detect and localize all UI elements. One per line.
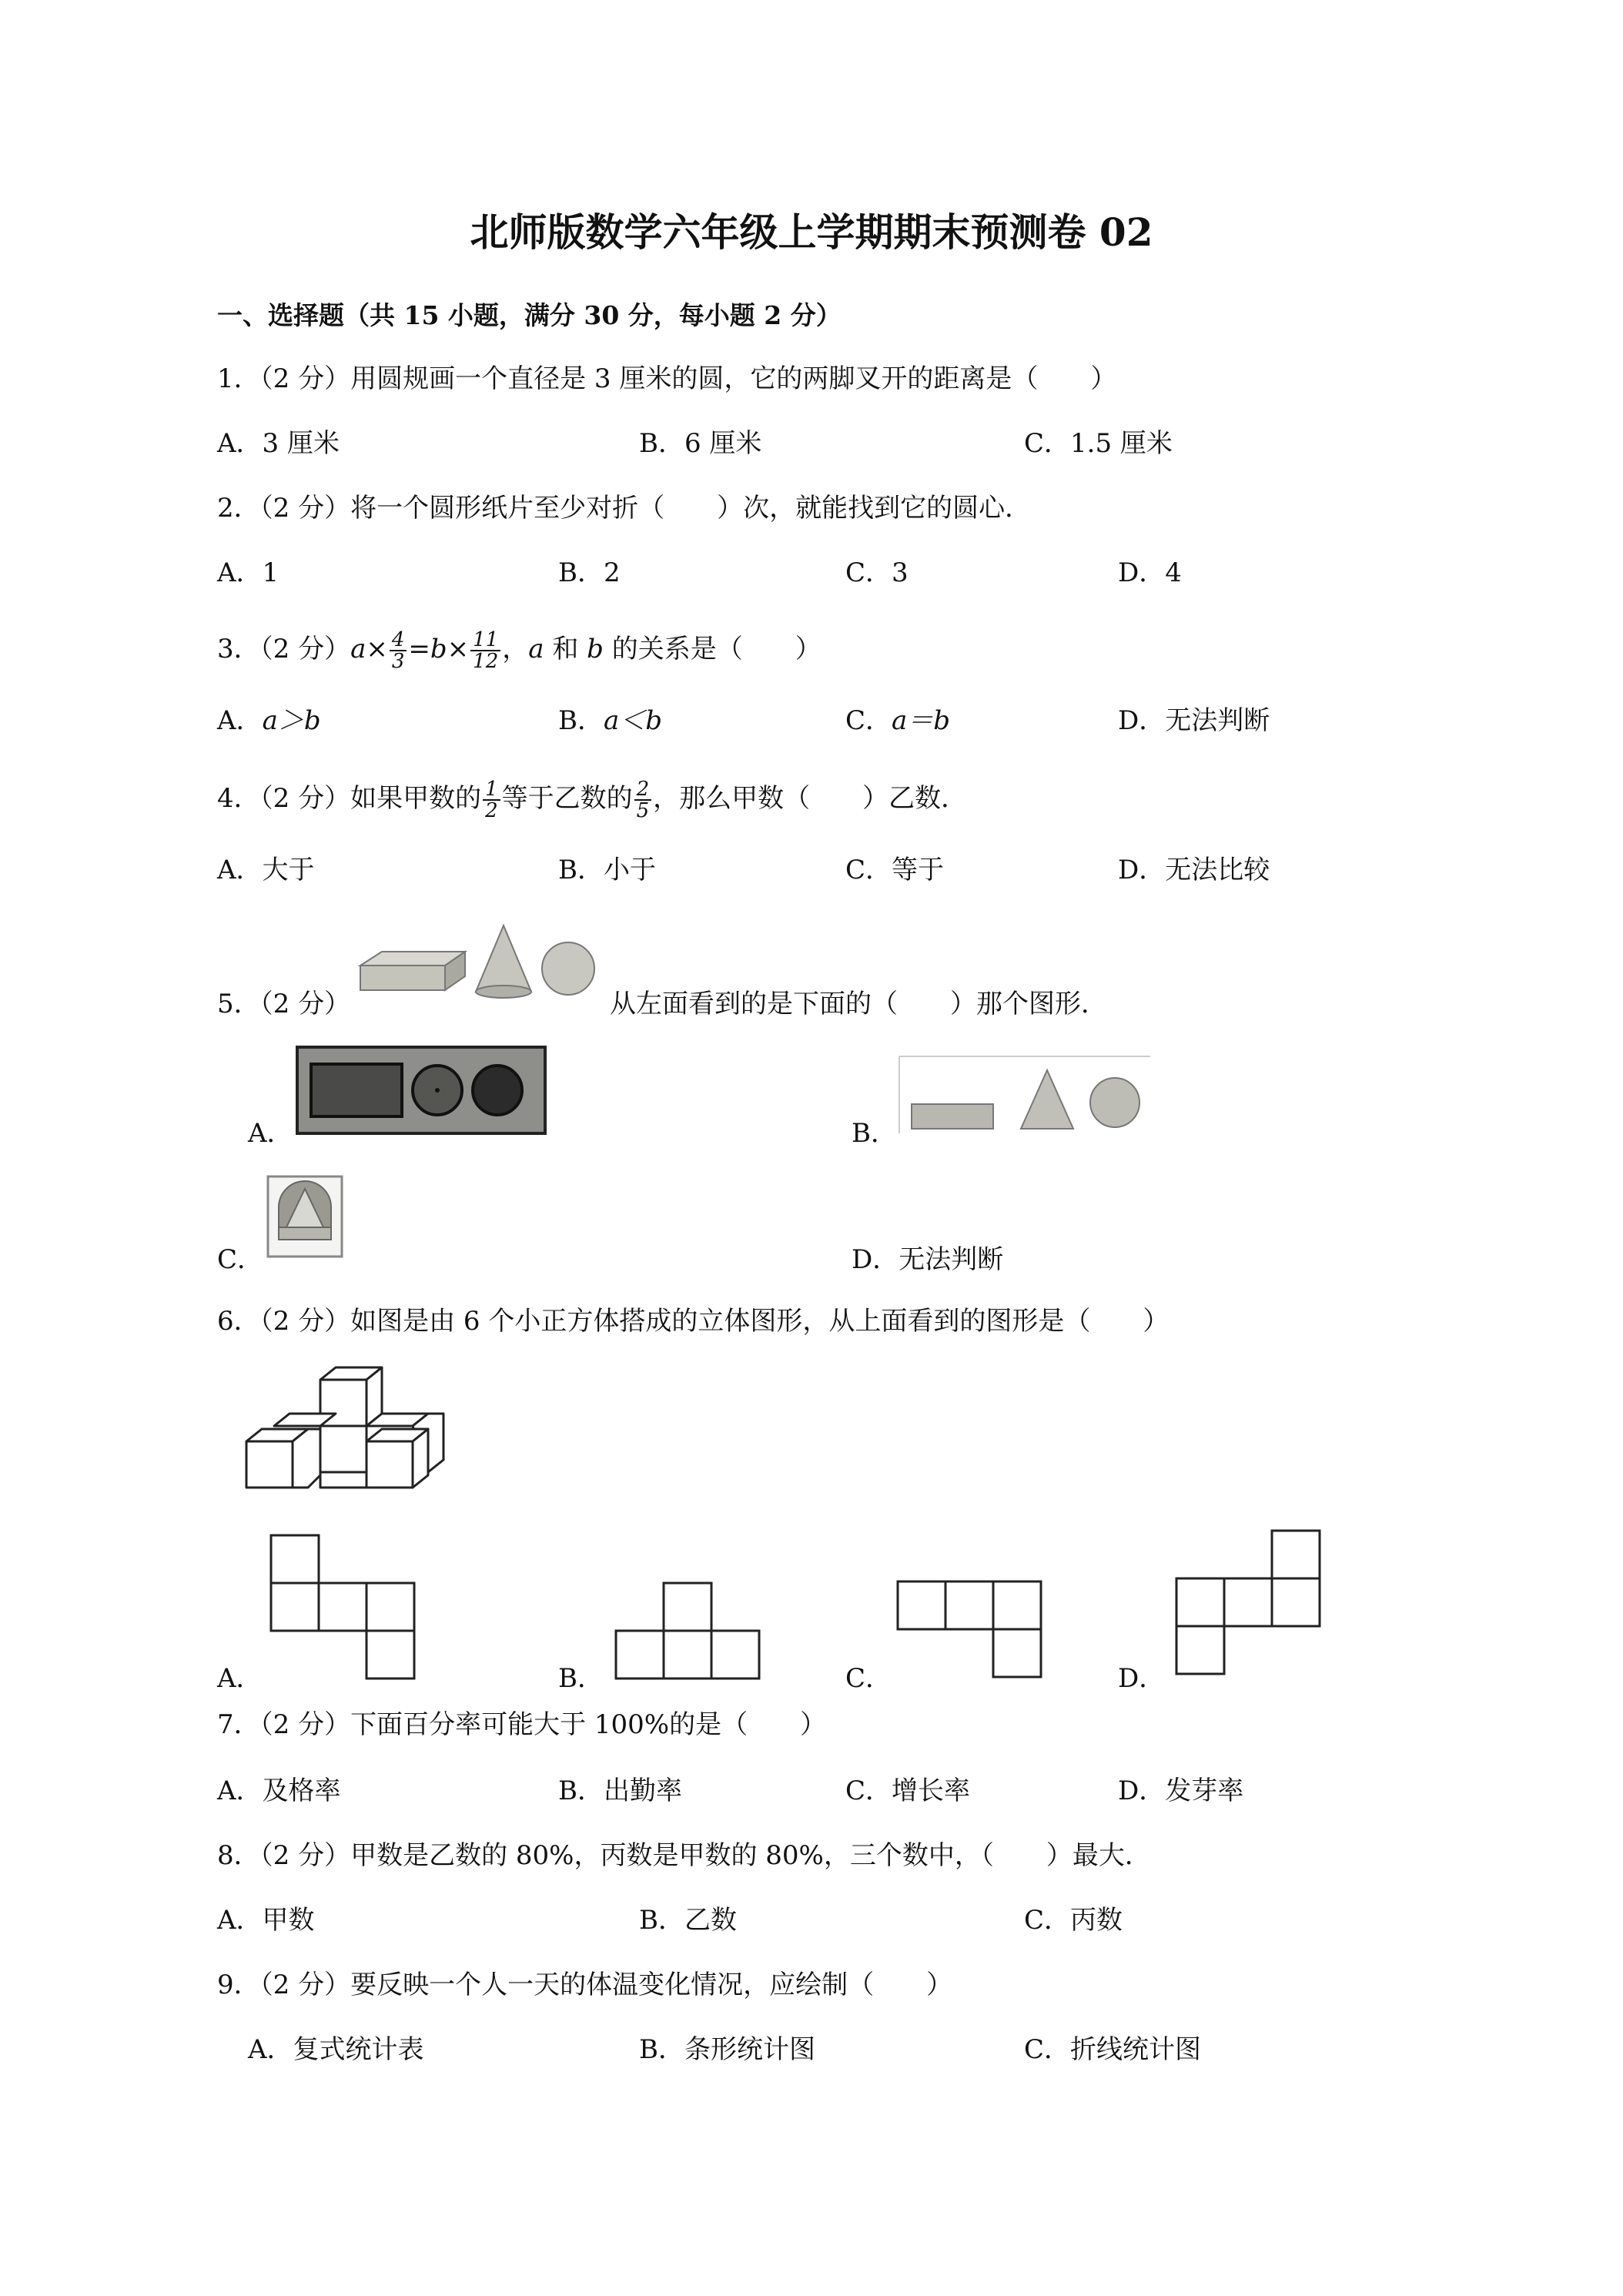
square-cell: [366, 1583, 414, 1631]
square-cell: [1176, 1626, 1224, 1674]
question-4-end: ，那么甲数（ ）乙数．: [653, 783, 968, 814]
question-3-option-d[interactable]: D．无法判断: [1118, 705, 1270, 736]
question-2-option-d[interactable]: D．4: [1118, 557, 1182, 588]
question-7-option-c[interactable]: C．增长率: [845, 1776, 971, 1806]
page-title: 北师版数学六年级上学期期末预测卷 02: [470, 209, 1153, 255]
question-2-option-b[interactable]: B．2: [558, 557, 621, 588]
question-3-prefix: 3．（2 分）: [217, 634, 351, 664]
question-8-stem: 8．（2 分）甲数是乙数的 80%，丙数是甲数的 80%，三个数中，（ ）最大．: [217, 1840, 1151, 1871]
question-6-option-d-figure[interactable]: [1175, 1529, 1323, 1680]
cube-front-face: [246, 1441, 293, 1488]
question-7-option-b[interactable]: B．出勤率: [558, 1776, 682, 1806]
option-letter: A．: [217, 705, 263, 736]
variable-a: a: [350, 634, 366, 664]
square-cell: [1176, 1578, 1224, 1626]
question-4-option-d[interactable]: D．无法比较: [1118, 855, 1270, 885]
question-9-option-b[interactable]: B．条形统计图: [639, 2034, 815, 2065]
option-value: a＜b: [604, 705, 663, 736]
cuboid-front: [360, 966, 445, 990]
question-3-rest: 的关系是（ ）: [603, 634, 822, 664]
question-3-option-a[interactable]: [217, 705, 321, 736]
cone-base: [476, 986, 531, 998]
square-cell: [664, 1631, 711, 1678]
square-cell: [366, 1631, 414, 1678]
square-cell: [1224, 1578, 1272, 1626]
fraction-4-3: [390, 630, 407, 671]
rectangle-shape: [279, 1227, 331, 1240]
question-4-option-b[interactable]: B．小于: [558, 855, 656, 885]
question-9-stem: 9．（2 分）要反映一个人一天的体温变化情况，应绘制（ ）: [217, 1970, 953, 2000]
rectangle-shape: [912, 1104, 993, 1129]
option-value: a＞b: [262, 705, 321, 736]
sphere: [542, 942, 594, 995]
question-5-option-b-figure[interactable]: [898, 1053, 1152, 1136]
question-5-option-a[interactable]: A．: [248, 1118, 293, 1149]
question-6-cubes-figure: [246, 1366, 454, 1506]
fraction-numerator: 11: [470, 630, 500, 651]
question-4-option-c[interactable]: C．等于: [845, 855, 945, 885]
question-4-stem: [217, 779, 967, 821]
fraction-denominator: 12: [473, 650, 499, 673]
question-5-prefix: 5．（2 分）: [217, 989, 351, 1019]
question-3-option-c[interactable]: [845, 705, 950, 736]
square-cell: [664, 1583, 711, 1631]
question-6-option-c-figure[interactable]: [896, 1580, 1044, 1682]
question-7-stem: 7．（2 分）下面百分率可能大于 100%的是（ ）: [217, 1709, 827, 1740]
question-7-option-a[interactable]: A．及格率: [217, 1776, 341, 1806]
square-cell: [319, 1583, 366, 1631]
question-8-option-b[interactable]: B．乙数: [639, 1905, 737, 1936]
question-6-option-b-figure[interactable]: [614, 1581, 761, 1682]
equals-sign: =: [408, 634, 430, 664]
section-heading: 一、选择题（共 15 小题，满分 30 分，每小题 2 分）: [217, 300, 842, 330]
cone: [476, 925, 531, 992]
option-letter: C．: [845, 705, 892, 736]
comma: ，: [502, 634, 529, 664]
fraction-denominator: 2: [485, 799, 498, 822]
question-1-stem: 1．（2 分）用圆规画一个直径是 3 厘米的圆，它的两脚叉开的距离是（ ）: [217, 363, 1117, 394]
square-cell: [1272, 1578, 1320, 1626]
times-sign: ×: [366, 634, 388, 664]
square-cell: [993, 1581, 1041, 1629]
option-letter: B．: [558, 705, 604, 736]
question-6-stem: 6．（2 分）如图是由 6 个小正方体搭成的立体图形，从上面看到的图形是（ ）: [217, 1306, 1170, 1337]
dark-circle: [473, 1066, 522, 1115]
question-9-option-a[interactable]: A．复式统计表: [248, 2034, 424, 2065]
fraction-11-12: [470, 630, 500, 671]
square-cell: [993, 1629, 1041, 1677]
question-3-option-b[interactable]: [558, 705, 662, 736]
question-5-stem: 从左面看到的是下面的（ ）那个图形．: [610, 989, 1107, 1019]
fraction-denominator: 3: [391, 650, 405, 673]
cube-front-face: [320, 1426, 366, 1472]
question-3-stem: [217, 630, 822, 671]
variable-a: a: [528, 634, 544, 664]
question-5-option-c-figure[interactable]: [265, 1173, 345, 1260]
question-1-option-c[interactable]: C．1.5 厘米: [1024, 428, 1173, 459]
question-1-option-b[interactable]: B．6 厘米: [639, 428, 762, 459]
fraction-2-5: [634, 779, 652, 821]
square-cell: [271, 1535, 319, 1583]
question-8-option-a[interactable]: A．甲数: [217, 1905, 315, 1936]
variable-b: b: [430, 634, 447, 664]
question-8-option-c[interactable]: C．丙数: [1024, 1905, 1123, 1936]
square-cell: [271, 1583, 319, 1631]
question-4-prefix: 4．（2 分）如果甲数的: [217, 783, 482, 814]
question-5-solids-figure: [359, 921, 605, 1006]
question-6-option-c[interactable]: C．: [845, 1663, 892, 1694]
triangle-shape: [1021, 1070, 1073, 1129]
fraction-numerator: 4: [390, 630, 407, 651]
cube-front-face: [320, 1472, 366, 1488]
circle-shape: [1090, 1078, 1139, 1127]
question-5-option-b[interactable]: B．: [852, 1118, 897, 1149]
question-6-option-a-figure[interactable]: [269, 1534, 417, 1683]
fraction-numerator: 1: [483, 779, 500, 801]
square-cell: [945, 1581, 993, 1629]
center-dot: [435, 1088, 440, 1093]
cube-front-face: [366, 1441, 413, 1488]
question-2-option-a[interactable]: A．1: [217, 557, 279, 588]
question-9-option-c[interactable]: C．折线统计图: [1024, 2034, 1202, 2065]
question-7-option-d[interactable]: D．发芽率: [1118, 1776, 1244, 1806]
question-6-option-b[interactable]: B．: [558, 1663, 604, 1694]
square-cell: [898, 1581, 945, 1629]
variable-b: b: [587, 634, 604, 664]
conjunction: 和: [544, 634, 587, 664]
cube-side-face: [293, 1429, 320, 1488]
option-value: a＝b: [892, 705, 951, 736]
square-cell: [616, 1631, 664, 1678]
times-sign: ×: [447, 634, 470, 664]
question-5-option-a-figure[interactable]: [296, 1046, 547, 1135]
square-cell: [711, 1631, 759, 1678]
question-2-stem: 2．（2 分）将一个圆形纸片至少对折（ ）次，就能找到它的圆心．: [217, 493, 1032, 524]
question-5-option-d[interactable]: D．无法判断: [852, 1244, 1004, 1275]
question-1-option-a[interactable]: A．3 厘米: [217, 428, 340, 459]
fraction-1-2: [483, 779, 500, 821]
question-6-option-a[interactable]: A．: [217, 1663, 263, 1694]
question-2-option-c[interactable]: C．3: [845, 557, 909, 588]
question-4-mid: 等于乙数的: [501, 783, 633, 814]
rectangle-shape: [311, 1064, 402, 1116]
question-5-option-c[interactable]: C．: [217, 1244, 264, 1275]
question-4-option-a[interactable]: A．大于: [217, 855, 315, 885]
fraction-denominator: 5: [636, 799, 650, 822]
square-cell: [1272, 1531, 1320, 1578]
question-6-option-d[interactable]: D．: [1118, 1663, 1166, 1694]
fraction-numerator: 2: [634, 779, 652, 801]
